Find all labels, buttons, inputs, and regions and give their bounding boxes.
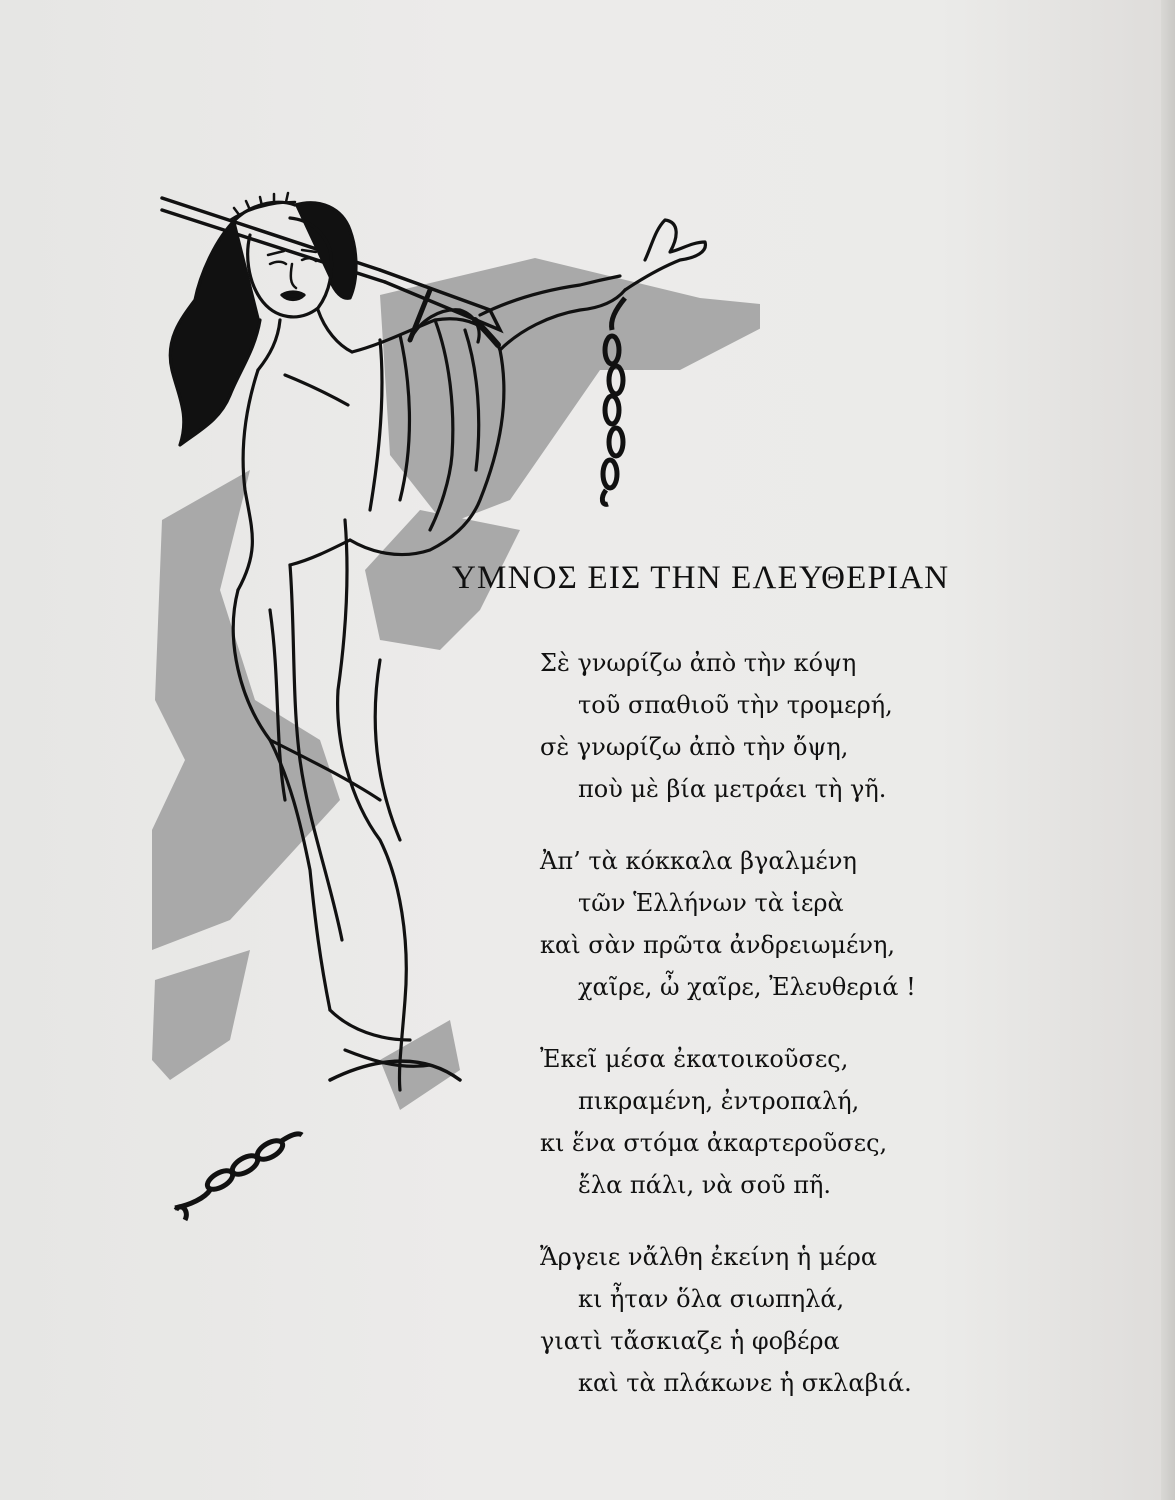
- poem-line: τῶν Ἑλλήνων τὰ ἱερὰ: [578, 889, 844, 917]
- poem-line: Σὲ γνωρίζω ἀπὸ τὴν κόψη: [540, 649, 857, 677]
- poem-line: πικραμένη, ἐντροπαλή,: [578, 1087, 860, 1115]
- poem-line: Ἀπ’ τὰ κόκκαλα βγαλμένη: [540, 847, 857, 875]
- poem-line: Ἐκεῖ μέσα ἐκατοικοῦσες,: [540, 1045, 849, 1073]
- poem-line: ἔλα πάλι, νὰ σοῦ πῆ.: [578, 1171, 832, 1199]
- poem-line: χαῖρε, ὦ χαῖρε, Ἐλευθεριά !: [578, 973, 916, 1001]
- poem-line: Ἄργειε νἄλθη ἐκείνη ἡ μέρα: [540, 1243, 878, 1271]
- poem-line: ποὺ μὲ βία μετράει τὴ γῆ.: [578, 775, 887, 803]
- poem-line: καὶ σὰν πρῶτα ἀνδρειωμένη,: [540, 931, 896, 959]
- stanza: [540, 840, 1040, 1008]
- stanza: [540, 1236, 1040, 1404]
- poem-body: [540, 642, 1040, 1434]
- poem-line: γιατὶ τἄσκιαζε ἡ φοβέρα: [540, 1327, 840, 1355]
- poem-line: σὲ γνωρίζω ἀπὸ τὴν ὄψη,: [540, 733, 849, 761]
- poem-line: καὶ τὰ πλάκωνε ἡ σκλαβιά.: [578, 1369, 912, 1397]
- broken-chain-lower: [175, 1134, 302, 1220]
- poem-title: ΥΜΝΟΣ ΕΙΣ ΤΗΝ ΕΛΕΥΘΕΡΙΑΝ: [452, 560, 950, 596]
- poem-line: κι ἕνα στόμα ἀκαρτεροῦσες,: [540, 1129, 888, 1157]
- poem-line: κι ἦταν ὅλα σιωπηλά,: [578, 1285, 845, 1313]
- page-spine-edge: [1161, 0, 1175, 1500]
- poem-line: τοῦ σπαθιοῦ τὴν τρομερή,: [578, 691, 893, 719]
- stanza: [540, 642, 1040, 810]
- stanza: [540, 1038, 1040, 1206]
